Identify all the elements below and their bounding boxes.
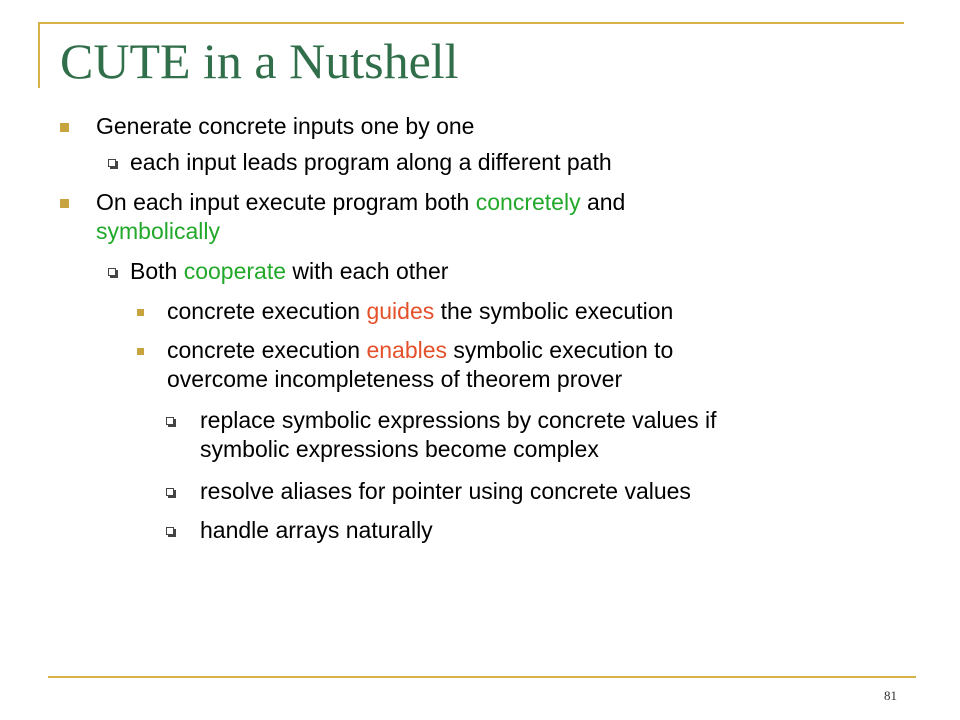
bullet-text: concrete execution: [167, 298, 367, 324]
bullet-resolve-aliases: [200, 477, 691, 506]
bullet-text: resolve aliases for pointer using concrete values: [200, 478, 691, 504]
highlight-concretely: concretely: [475, 189, 581, 215]
slide-title: CUTE in a Nutshell: [60, 33, 459, 89]
box-bullet-icon: [108, 159, 116, 167]
bullet-text: with each other: [286, 258, 449, 284]
page-number: 81: [884, 688, 897, 703]
bullet-text: and: [580, 189, 626, 215]
bullet-text: replace symbolic expressions by concrete values if: [200, 407, 717, 433]
bullet-execute-program: [96, 188, 625, 246]
bullet-text: handle arrays naturally: [200, 517, 433, 543]
square-bullet-icon: [60, 123, 69, 132]
square-bullet-icon: [60, 199, 69, 208]
bullet-text: overcome incompleteness of theorem prover: [167, 366, 623, 392]
bullet-replace-symbolic: [200, 406, 716, 464]
box-bullet-icon: [108, 268, 116, 276]
bullet-each-input: [130, 148, 612, 177]
bullet-text: symbolic expressions become complex: [200, 436, 599, 462]
bullet-guides: [167, 297, 673, 326]
box-bullet-icon: [166, 417, 174, 425]
bullet-text: On each input execute program both: [96, 189, 476, 215]
highlight-enables: enables: [366, 337, 448, 363]
box-bullet-icon: [166, 527, 174, 535]
highlight-symbolically: symbolically: [96, 218, 220, 244]
square-bullet-icon: [137, 348, 144, 355]
bullet-text: Generate concrete inputs one by one: [96, 113, 475, 139]
bullet-text: the symbolic execution: [434, 298, 674, 324]
box-bullet-icon: [166, 488, 174, 496]
bullet-both-cooperate: [130, 257, 448, 286]
bullet-enables: [167, 336, 673, 394]
bullet-text: Both: [130, 258, 184, 284]
highlight-guides: guides: [366, 298, 435, 324]
bullet-text: each input leads program along a different path: [130, 149, 612, 175]
bullet-text: concrete execution: [167, 337, 367, 363]
bullet-generate-inputs: [96, 112, 474, 141]
bullet-text: symbolic execution to: [447, 337, 674, 363]
bullet-handle-arrays: [200, 516, 433, 545]
highlight-cooperate: cooperate: [183, 258, 287, 284]
square-bullet-icon: [137, 309, 144, 316]
